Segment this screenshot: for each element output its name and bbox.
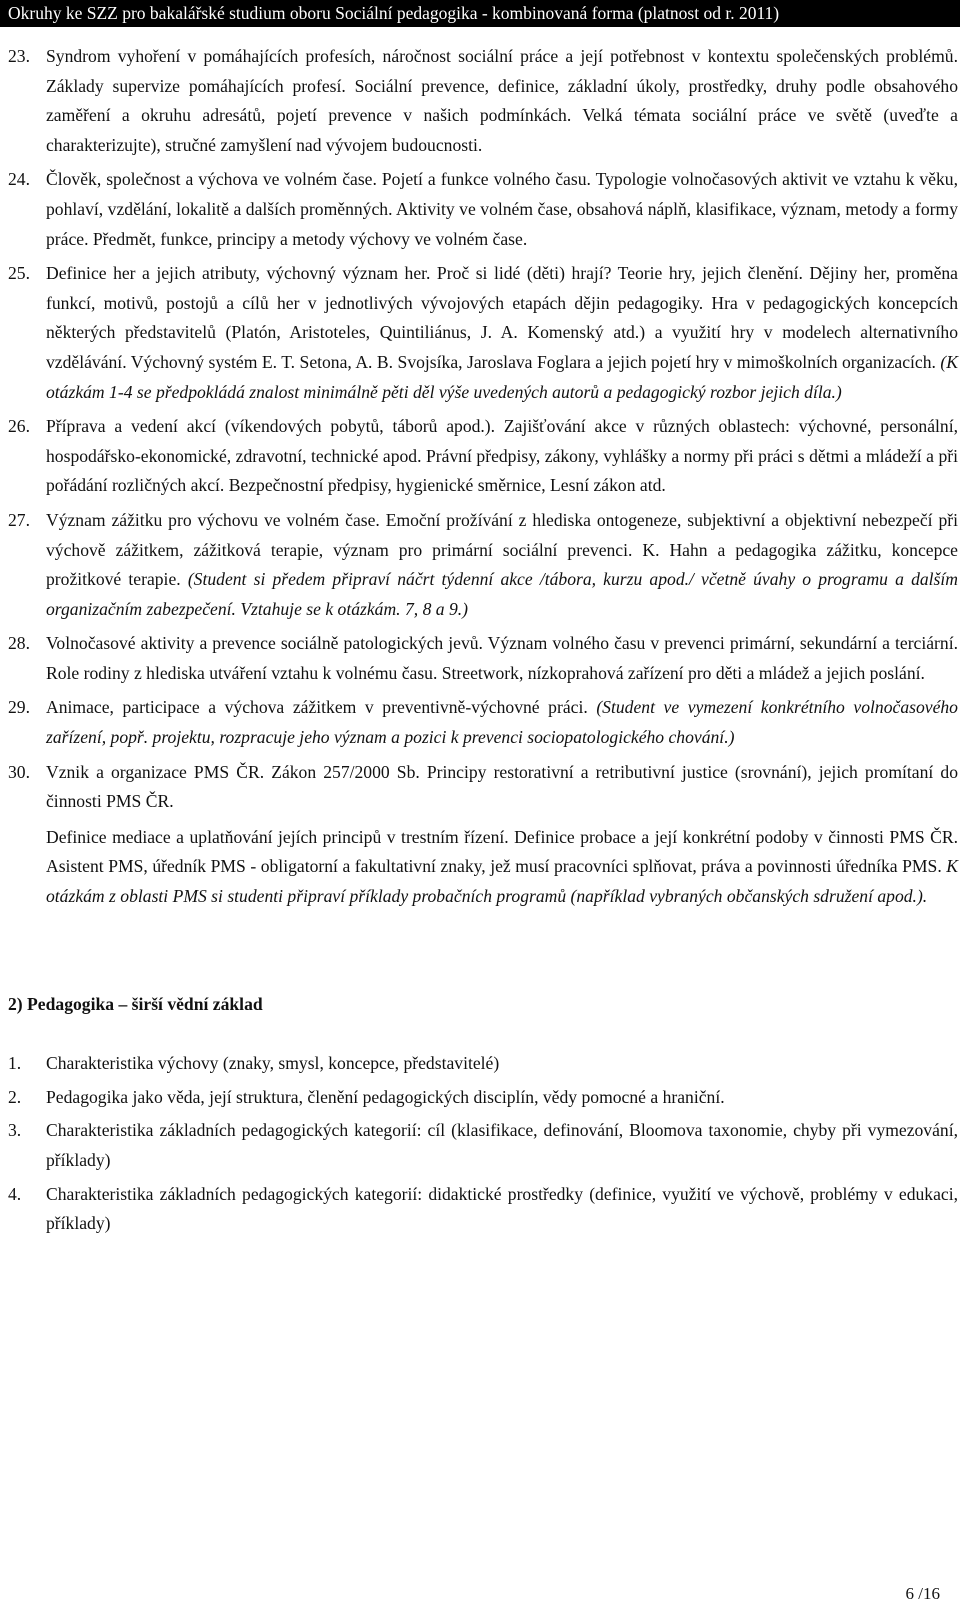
item-number: 26. [8, 416, 30, 437]
list-item-28 [8, 629, 958, 688]
list-item-30-continuation: Definice mediace a uplatňování jejích principů v trestním řízení. Definice probace a její konkrétní podoby v činnosti PMS ČR. Asistent PMS, úředník PMS - obligatorní a fakultativní znaky, jež musí pracovníci splňovat, práva a povinnosti úředníka PMS. K otázkám z oblasti PMS si studenti připraví příklady probačních programů (například vybraných občanských sdružení apod.). [46, 826, 958, 907]
list-item-27 [8, 506, 958, 624]
list-item-30 [8, 758, 958, 817]
item-number: 24. [8, 169, 30, 190]
item-number: 30. [8, 761, 30, 782]
item-text: Syndrom vyhoření v pomáhajících profesích, náročnost sociální práce a její potřebnost v kontextu společenských problémů. Základy supervize pomáhajících profesí. Sociální prevence, definice, základní úkoly, prostředky, druhy podle obsahového zaměření a okruhu adresátů, pojetí prevence v našich podmínkách. Velká témata sociální práce ve světě (uveďte a charakterizujte), stručné zamyšlení nad vývojem budoucnosti. [46, 46, 958, 155]
item-text: Vznik a organizace PMS ČR. Zákon 257/2000 Sb. Principy restorativní a retributivní justice (srovnání), jejich promítaní do činnosti PMS ČR. [46, 761, 958, 812]
item-text: Význam zážitku pro výchovu ve volném čase. Emoční prožívání z hlediska ontogeneze, subjektivní a objektivní nebezpečí při výchově zážitkem, zážitková terapie, význam pro primární sociální prevenci. K. Hahn a pedagogika zážitku, koncepce prožitkové terapie. (Student si předem připraví náčrt týdenní akce /tábora, kurzu apod./ včetně úvahy o programu a dalším organizačním zabezpečení. Vztahuje se k otázkám. 7, 8 a 9.) [46, 509, 958, 619]
list-item-24 [8, 165, 958, 254]
item-text: Charakteristika výchovy (znaky, smysl, koncepce, představitelé) [46, 1053, 500, 1074]
item-text: Animace, participace a výchova zážitkem v preventivně-výchovné práci. (Student ve vymezení konkrétního volnočasového zařízení, popř. projektu, rozpracuje jeho význam a pozici k prevenci sociopatologického chování.) [46, 697, 958, 748]
section-list-item [8, 1049, 958, 1079]
page-header: Okruhy ke SZZ pro bakalářské studium oboru Sociální pedagogika - kombinovaná forma (platnost od r. 2011) [0, 0, 960, 27]
section-list-item [8, 1116, 958, 1175]
item-number: 25. [8, 263, 30, 284]
list-item-23 [8, 42, 958, 160]
item-number: 4. [8, 1183, 22, 1204]
item-number: 28. [8, 633, 30, 654]
section-list-item [8, 1083, 958, 1113]
item-text: Pedagogika jako věda, její struktura, členění pedagogických disciplín, vědy pomocné a hraniční. [46, 1086, 725, 1107]
page-number: 6 /16 [905, 1584, 940, 1603]
item-number: 1. [8, 1053, 22, 1074]
item-number: 29. [8, 697, 30, 718]
item-text: Charakteristika základních pedagogických kategorií: didaktické prostředky (definice, využití ve výchově, problémy v edukaci, příklady) [46, 1183, 958, 1234]
section-list-item [8, 1180, 958, 1239]
item-text: Volnočasové aktivity a prevence sociálně patologických jevů. Význam volného času v prevenci primární, sekundární a terciární. Role rodiny z hlediska utváření vztahu k volnému času. Streetwork, nízkoprahová zařízení pro děti a mládež a jejich poslání. [46, 633, 958, 683]
item-text: Charakteristika základních pedagogických kategorií: cíl (klasifikace, definování, Bloomova taxonomie, chyby při vymezování, příklady) [46, 1120, 958, 1170]
item-note: (K otázkám 1-4 se předpokládá znalost minimálně pěti děl výše uvedených autorů a pedagogický rozbor jejich díla.) [46, 351, 958, 402]
section-heading: 2) Pedagogika – širší vědní základ [8, 993, 263, 1014]
item-number: 2. [8, 1086, 22, 1107]
item-number: 3. [8, 1120, 22, 1141]
item-number: 27. [8, 509, 30, 530]
item-note: (Student ve vymezení konkrétního volnočasového zařízení, popř. projektu, rozpracuje jeho význam a pozici k prevenci sociopatologického chování.) [46, 697, 958, 748]
item-text: Člověk, společnost a výchova ve volném čase. Pojetí a funkce volného času. Typologie volnočasových aktivit ve vztahu k věku, pohlaví, vzdělání, lokalitě a dalších proměnných. Aktivity ve volném čase, obsahová náplň, klasifikace, význam, metody a formy práce. Předmět, funkce, principy a metody výchovy ve volném čase. [46, 169, 958, 249]
item-note: (Student si předem připraví náčrt týdenní akce /tábora, kurzu apod./ včetně úvahy o programu a dalším organizačním zabezpečení. Vztahuje se k otázkám. 7, 8 a 9.) [46, 569, 958, 619]
item-number: 23. [8, 46, 30, 66]
item-text: Příprava a vedení akcí (víkendových pobytů, táborů apod.). Zajišťování akce v různých oblastech: výchovné, personální, hospodářsko-ekonomické, zdravotní, technické apod. Právní předpisy, zákony, vyhlášky a normy při práci s dětmi a mládeží a při pořádání rozličných akcí. Bezpečnostní předpisy, hygienické směrnice, Lesní zákon atd. [46, 416, 958, 496]
item-note: K otázkám z oblasti PMS si studenti připraví příklady probačních programů (například vybraných občanských sdružení apod.). [46, 856, 958, 907]
list-item-26 [8, 412, 958, 501]
item-text: Definice her a jejich atributy, výchovný význam her. Proč si lidé (děti) hrají? Teorie hry, jejich členění. Dějiny her, proměna funkcí, motivů, postojů a cílů her v jednotlivých vývojových etapách dějin pedagogiky. Hra v pedagogických koncepcích některých představitelů (Platón, Aristoteles, Quintiliánus, J. A. Komenský atd.) a využití hry v modelech alternativního vzdělávání. Výchovný systém E. T. Setona, A. B. Svojsíka, Jaroslava Foglara a jejich pojetí hry v mimoškolních organizacích. (K otázkám 1-4 se předpokládá znalost minimálně pěti děl výše uvedených autorů a pedagogický rozbor jejich díla.) [46, 263, 958, 402]
document-content [8, 42, 958, 1243]
list-item-25 [8, 259, 958, 407]
list-item-29 [8, 693, 958, 752]
